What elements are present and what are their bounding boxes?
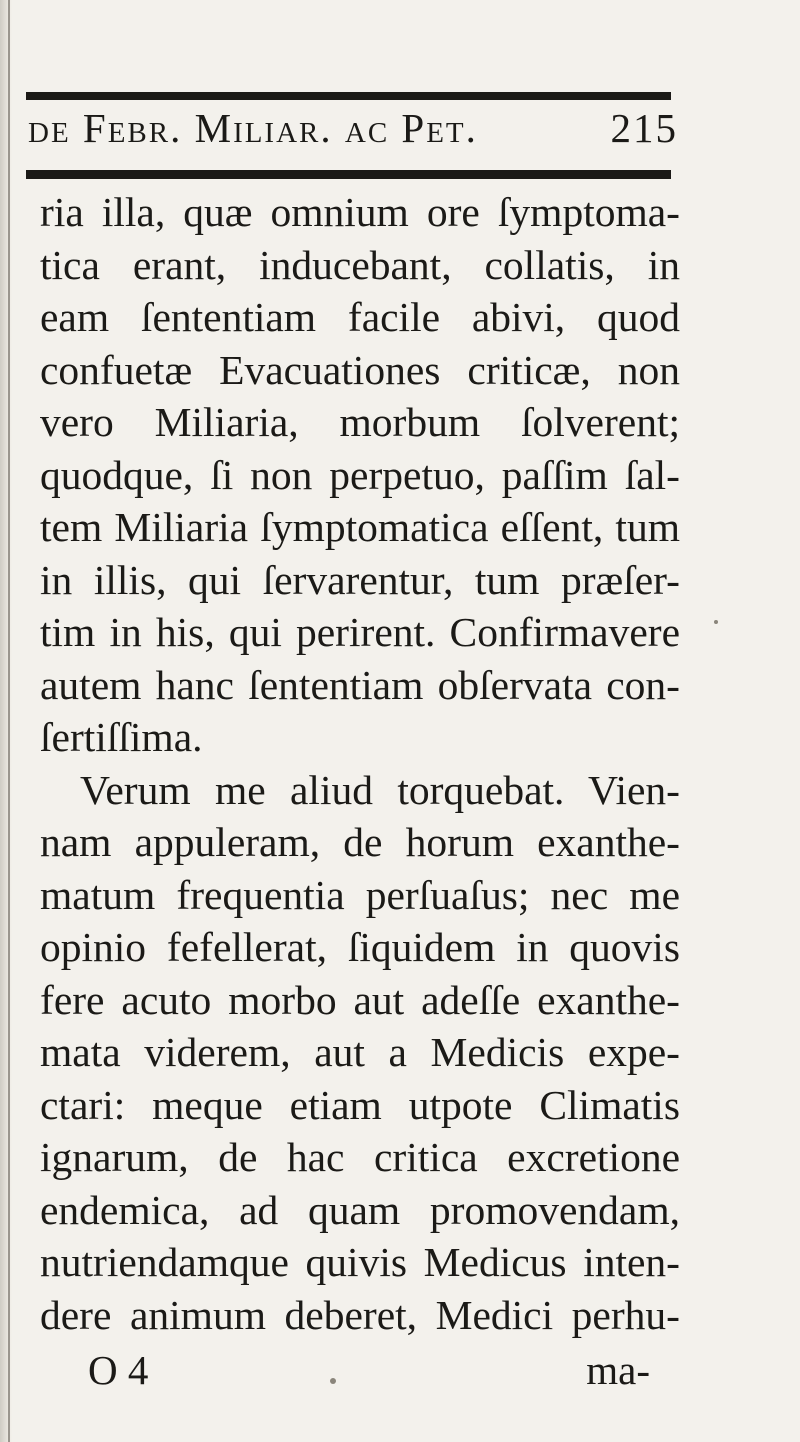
text-line: ignarum, de hac critica excretione <box>40 1134 680 1180</box>
text-line: tica erant, inducebant, collatis, in <box>40 241 680 288</box>
text-line: tim in his, qui perirent. Confirmavere <box>40 609 680 655</box>
text-line: dere animum deberet, Medici perhu- <box>40 1291 680 1338</box>
text-line: mata viderem, aut a Medicis expe- <box>40 1029 680 1075</box>
text-line: opinio fefellerat, ſiquidem in quovis <box>40 924 680 970</box>
header-rule-bottom <box>26 170 671 179</box>
text-line: nutriendamque quivis Medicus inten- <box>40 1239 680 1285</box>
page-gutter-shadow <box>0 0 12 1442</box>
text-line: ctari: meque etiam utpote Climatis <box>40 1081 680 1128</box>
text-line: fere acuto morbo aut adeſſe exanthe- <box>40 976 680 1023</box>
text-line: Verum me aliud torquebat. Vien- <box>80 766 680 813</box>
text-line: in illis, qui ſervarentur, tum præſer- <box>40 556 680 603</box>
text-line: ſertiſſima. <box>40 714 203 760</box>
text-line: nam appuleram, de horum exanthe- <box>40 819 680 865</box>
text-line: tem Miliaria ſymptomatica eſſent, tum <box>40 504 680 550</box>
text-line: confuetæ Evacuationes criticæ, non <box>40 346 680 393</box>
text-line: eam ſententiam facile abivi, quod <box>40 294 680 340</box>
page-footer <box>40 1346 680 1398</box>
body-text <box>40 186 680 1341</box>
header-rule-top <box>26 92 671 100</box>
text-line: vero Miliaria, morbum ſolverent; <box>40 399 680 445</box>
text-line: autem hanc ſententiam obſervata con- <box>40 661 680 708</box>
running-head <box>28 104 678 162</box>
running-head-title: de Febr. Miliar. ac Pet. <box>28 105 478 151</box>
signature-mark: O 4 <box>88 1347 149 1393</box>
catchword: ma- <box>586 1347 650 1393</box>
gutter-line <box>8 0 10 1442</box>
text-line: ria illa, quæ omnium ore ſymptoma- <box>40 189 680 235</box>
text-line: quodque, ſi non perpetuo, paſſim ſal- <box>40 451 680 498</box>
text-line: matum frequentia perſuaſus; nec me <box>40 871 680 918</box>
paper-speck <box>714 620 718 624</box>
paper-speck <box>330 1378 336 1384</box>
page-number: 215 <box>610 105 678 151</box>
text-line: endemica, ad quam promovendam, <box>40 1186 680 1233</box>
